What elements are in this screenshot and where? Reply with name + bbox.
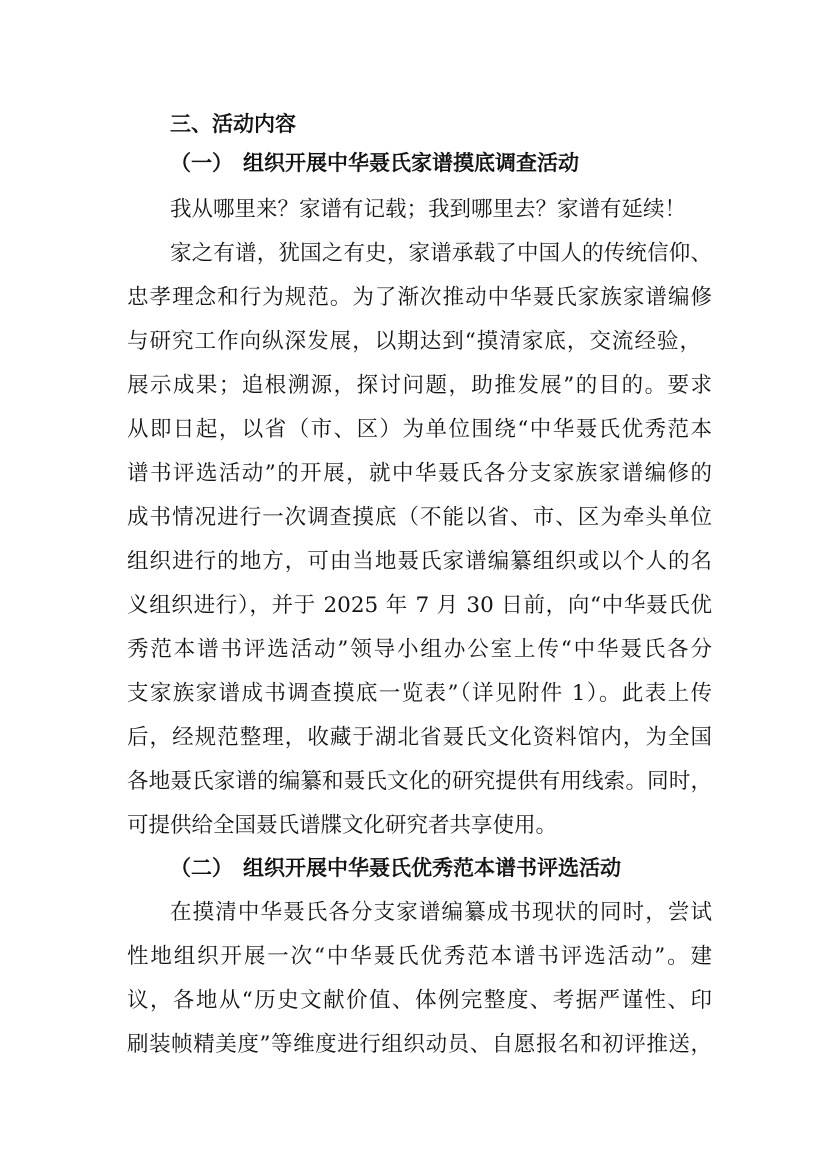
paragraph-2-line: 各地聂氏家谱的编纂和聂氏文化的研究提供有用线索。同时， <box>127 769 712 794</box>
paragraph-2-line: 支家族家谱成书调查摸底一览表”（详见附件 1）。此表上传 <box>127 681 712 706</box>
section-title: 三、活动内容 <box>170 112 296 136</box>
paragraph-2-line: 忠孝理念和行为规范。为了渐次推动中华聂氏家族家谱编修 <box>127 285 712 310</box>
paragraph-3-line: 刷装帧精美度”等维度进行组织动员、自愿报名和初评推送， <box>127 1032 712 1057</box>
paragraph-2-line: 成书情况进行一次调查摸底（不能以省、市、区为牵头单位 <box>127 505 712 530</box>
paragraph-1-line: 我从哪里来？家谱有记载；我到哪里去？家谱有延续！ <box>170 197 687 222</box>
paragraph-3-line: 性地组织开展一次“中华聂氏优秀范本谱书评选活动”。建 <box>127 944 712 969</box>
paragraph-2-line: 可提供给全国聂氏谱牒文化研究者共享使用。 <box>127 813 558 838</box>
paragraph-2-line: 组织进行的地方，可由当地聂氏家谱编纂组织或以个人的名 <box>127 549 712 574</box>
paragraph-2-line: 从即日起，以省（市、区）为单位围绕“中华聂氏优秀范本 <box>127 417 712 442</box>
subsection-2-heading <box>170 858 690 882</box>
subsection-2-number: （二） <box>170 856 233 880</box>
paragraph-2-line: 后，经规范整理，收藏于湖北省聂氏文化资料馆内，为全国 <box>127 725 712 750</box>
subsection-1-title: 组织开展中华聂氏家谱摸底调查活动 <box>243 151 579 175</box>
paragraph-2-line: 义组织进行），并于 2025 年 7 月 30 日前，向“中华聂氏优 <box>127 593 712 618</box>
paragraph-2-line: 秀范本谱书评选活动”领导小组办公室上传“中华聂氏各分 <box>127 637 712 662</box>
subsection-1-heading <box>170 153 640 177</box>
paragraph-2-line: 谱书评选活动”的开展，就中华聂氏各分支家族家谱编修的 <box>127 461 712 486</box>
paragraph-2-line: 家之有谱，犹国之有史，家谱承载了中国人的传统信仰、 <box>170 241 712 266</box>
paragraph-2-line: 与研究工作向纵深发展，以期达到“摸清家底，交流经验， <box>127 329 701 354</box>
subsection-1-number: （一） <box>170 151 233 175</box>
paragraph-3-line: 议，各地从“历史文献价值、体例完整度、考据严谨性、印 <box>127 988 712 1013</box>
paragraph-2-line: 展示成果；追根溯源，探讨问题，助推发展”的目的。要求 <box>127 373 712 398</box>
subsection-2-title: 组织开展中华聂氏优秀范本谱书评选活动 <box>243 856 621 880</box>
paragraph-3-line: 在摸清中华聂氏各分支家谱编纂成书现状的同时，尝试 <box>170 900 712 925</box>
